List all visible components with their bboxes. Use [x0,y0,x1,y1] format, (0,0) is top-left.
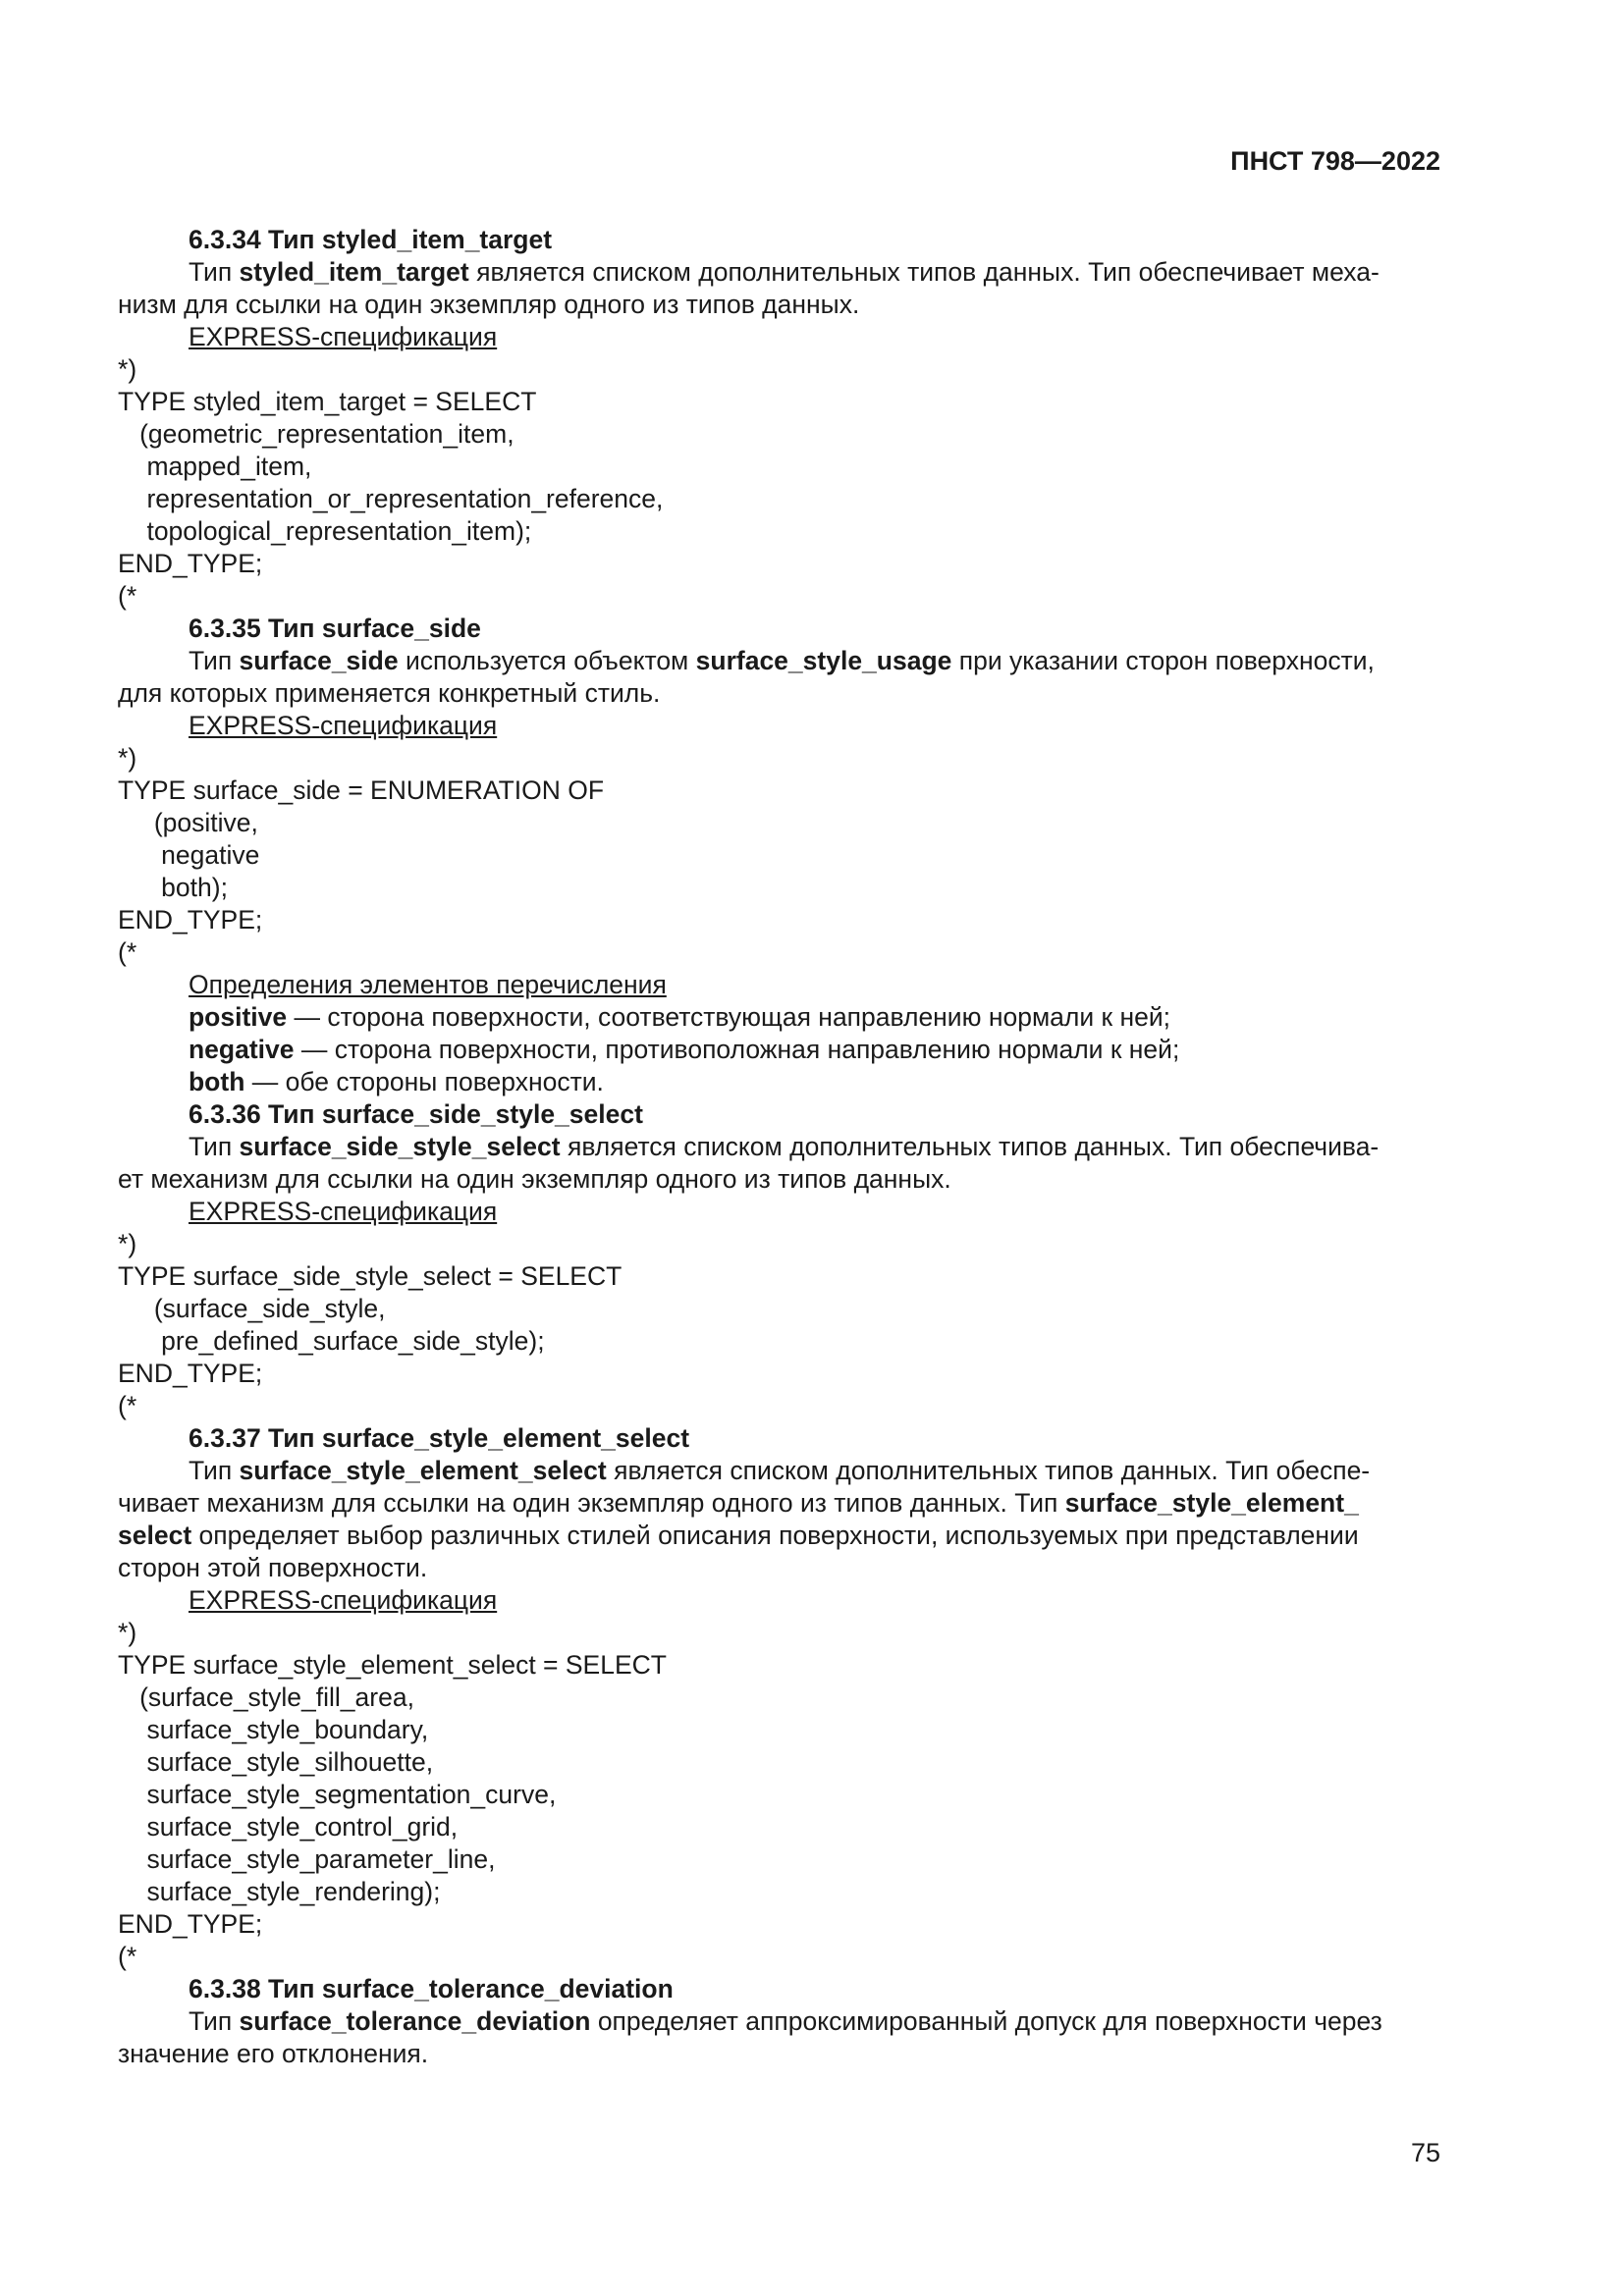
text: используется объектом [398,646,696,675]
section-paragraph [118,2005,1441,2070]
code-line: both); [118,873,228,902]
enum-definition: — сторона поверхности, противоположная направлению нормали к ней; [294,1035,1180,1064]
text: является списком дополнительных типов данных. Тип обеспечивает меха- [468,257,1380,287]
section-6-3-35 [118,613,1441,1098]
enum-term: negative [189,1035,295,1064]
document-id-header: ПНСТ 798—2022 [1230,146,1440,176]
section-6-3-38 [118,1973,1441,2070]
section-paragraph [118,1131,1441,1196]
code-line: (geometric_representation_item, [118,419,514,449]
type-name: surface_style_element_select [239,1456,607,1485]
enum-definitions-title: Определения элементов перечисления [189,970,667,999]
text: значение его отклонения. [118,2039,429,2068]
code-end: END_TYPE; [118,549,263,578]
code-end: END_TYPE; [118,905,263,934]
section-6-3-34 [118,224,1441,613]
section-6-3-36 [118,1098,1441,1422]
code-open: *) [118,1618,137,1647]
enum-term: both [189,1067,245,1096]
code-line: surface_style_rendering); [118,1877,441,1906]
code-line: TYPE surface_side = ENUMERATION OF [118,775,605,805]
enum-item [118,1001,1441,1034]
enum-definition: — сторона поверхности, соответствующая направлению нормали к ней; [287,1002,1171,1032]
code-line: negative [118,840,260,870]
code-close: (* [118,581,137,611]
type-name: surface_tolerance_deviation [239,2006,591,2036]
text: сторон этой поверхности. [118,1553,428,1582]
text: Тип [189,257,240,287]
text: Тип [189,646,240,675]
code-line: (surface_side_style, [118,1294,386,1323]
text: определяет выбор различных стилей описания поверхности, используемых при представлении [191,1521,1359,1550]
express-spec-label: EXPRESS-спецификация [189,1585,498,1615]
text: Тип [189,1132,240,1161]
text: определяет аппроксимированный допуск для поверхности через [590,2006,1382,2036]
type-name: surface_style_element_ [1064,1488,1359,1518]
type-name: select [118,1521,192,1550]
code-line: surface_style_boundary, [118,1715,429,1744]
code-line: TYPE surface_style_element_select = SELECT [118,1650,667,1680]
code-end: END_TYPE; [118,1909,263,1939]
section-heading: 6.3.34 Тип styled_item_target [189,225,553,254]
code-line: TYPE surface_side_style_select = SELECT [118,1261,623,1291]
code-open: *) [118,354,137,384]
text: при указании сторон поверхности, [951,646,1375,675]
text: является списком дополнительных типов данных. Тип обеспе- [606,1456,1371,1485]
code-line: TYPE styled_item_target = SELECT [118,387,537,416]
text: ет механизм для ссылки на один экземпляр одного из типов данных. [118,1164,951,1194]
code-line: surface_style_parameter_line, [118,1844,496,1874]
code-close: (* [118,1391,137,1420]
text: является списком дополнительных типов данных. Тип обеспечива- [560,1132,1380,1161]
section-heading: 6.3.36 Тип surface_side_style_select [189,1099,643,1129]
code-line: surface_style_silhouette, [118,1747,434,1777]
section-heading: 6.3.38 Тип surface_tolerance_deviation [189,1974,674,2003]
code-line: surface_style_segmentation_curve, [118,1780,557,1809]
enum-term: positive [189,1002,288,1032]
code-line: (surface_style_fill_area, [118,1682,414,1712]
text: чивает механизм для ссылки на один экземпляр одного из типов данных. Тип [118,1488,1065,1518]
type-name: surface_side [239,646,399,675]
type-name: surface_side_style_select [239,1132,561,1161]
enum-item [118,1066,1441,1098]
text: низм для ссылки на один экземпляр одного из типов данных. [118,290,860,319]
enum-item [118,1034,1441,1066]
section-heading: 6.3.37 Тип surface_style_element_select [189,1423,690,1453]
section-6-3-37 [118,1422,1441,1973]
section-paragraph [118,256,1441,321]
type-name: styled_item_target [239,257,469,287]
code-close: (* [118,1942,137,1971]
code-line: representation_or_representation_reference, [118,484,664,513]
section-heading: 6.3.35 Тип surface_side [189,614,481,643]
code-line: pre_defined_surface_side_style); [118,1326,545,1356]
section-paragraph [118,645,1441,710]
express-spec-label: EXPRESS-спецификация [189,711,498,740]
text: Тип [189,1456,240,1485]
code-line: (positive, [118,808,258,837]
text: для которых применяется конкретный стиль. [118,678,661,708]
code-line: mapped_item, [118,452,312,481]
code-end: END_TYPE; [118,1359,263,1388]
entity-name: surface_style_usage [695,646,952,675]
enum-definition: — обе стороны поверхности. [244,1067,604,1096]
page-content [118,224,1441,2070]
code-open: *) [118,1229,137,1258]
section-paragraph [118,1455,1441,1584]
express-spec-label: EXPRESS-спецификация [189,1197,498,1226]
page-number: 75 [1410,2138,1440,2167]
code-close: (* [118,937,137,967]
text: Тип [189,2006,240,2036]
express-spec-label: EXPRESS-спецификация [189,322,498,351]
code-line: topological_representation_item); [118,516,532,546]
code-line: surface_style_control_grid, [118,1812,459,1842]
code-open: *) [118,743,137,773]
